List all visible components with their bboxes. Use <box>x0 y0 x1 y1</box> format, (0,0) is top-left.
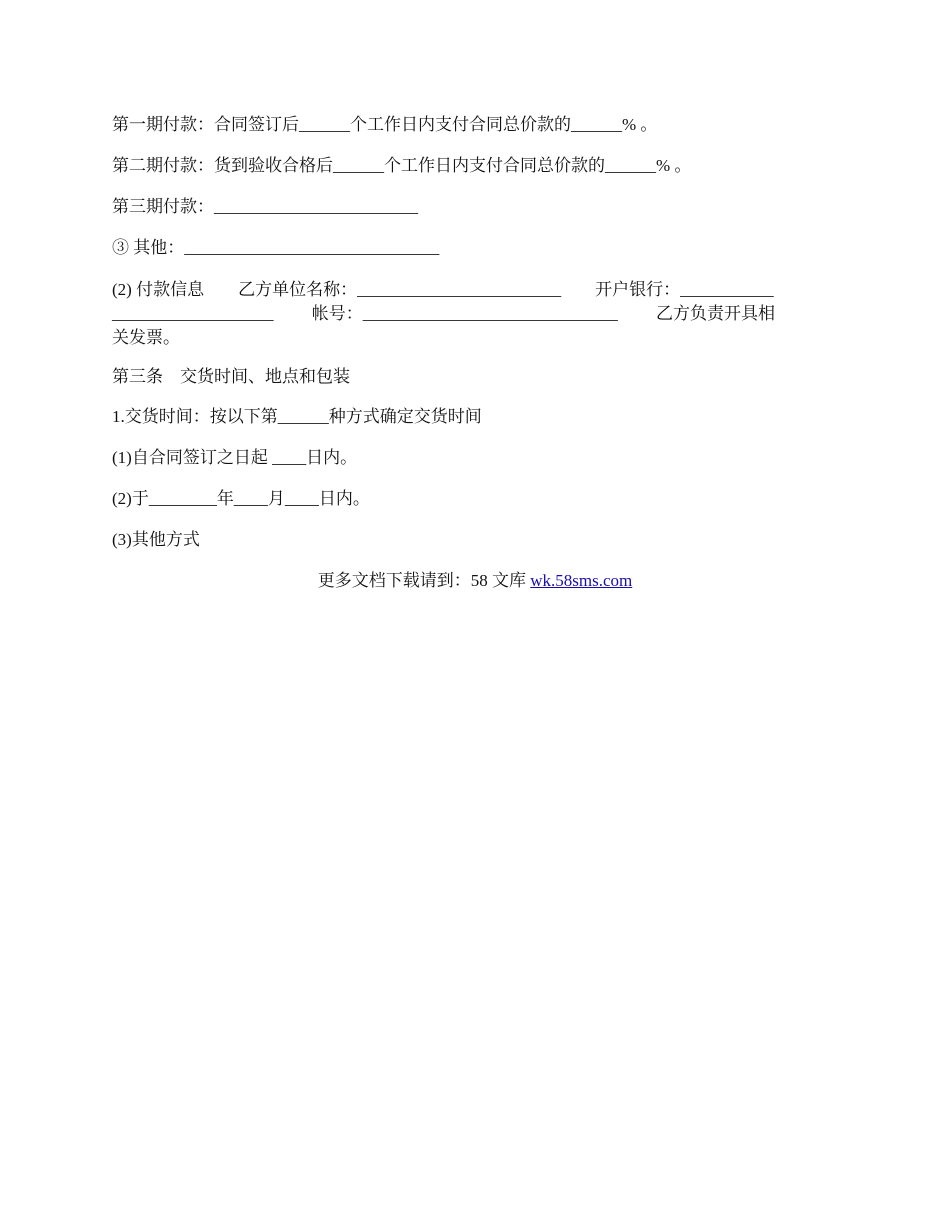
payment-stage-2: 第二期付款：货到验收合格后______个工作日内支付合同总价款的______% 。 <box>112 156 692 175</box>
footer <box>0 570 950 592</box>
delivery-option-2: (2)于________年____月____日内。 <box>112 489 370 508</box>
delivery-time-item: 1.交货时间：按以下第______种方式确定交货时间 <box>112 407 482 426</box>
payment-other: ③ 其他：______________________________ <box>112 238 440 257</box>
delivery-option-3: (3)其他方式 <box>112 530 200 549</box>
payment-info-row-3: 关发票。 <box>112 328 180 347</box>
payment-info-paragraph <box>112 278 836 350</box>
delivery-option-1: (1)自合同签订之日起 ____日内。 <box>112 448 358 467</box>
footer-text: 更多文档下载请到：58 文库 <box>317 571 531 590</box>
payment-stage-1: 第一期付款：合同签订后______个工作日内支付合同总价款的______% 。 <box>112 115 658 134</box>
footer-link[interactable]: wk.58sms.com <box>530 571 633 590</box>
section-3-heading: 第三条 交货时间、地点和包装 <box>112 367 350 386</box>
payment-info-row-1: (2) 付款信息 乙方单位名称：________________________ 开户银行：___________ <box>112 280 774 299</box>
payment-info-row-2: ___________________ 帐号：______________________________ 乙方负责开具相 <box>112 304 775 323</box>
payment-stage-3: 第三期付款：________________________ <box>112 197 418 216</box>
